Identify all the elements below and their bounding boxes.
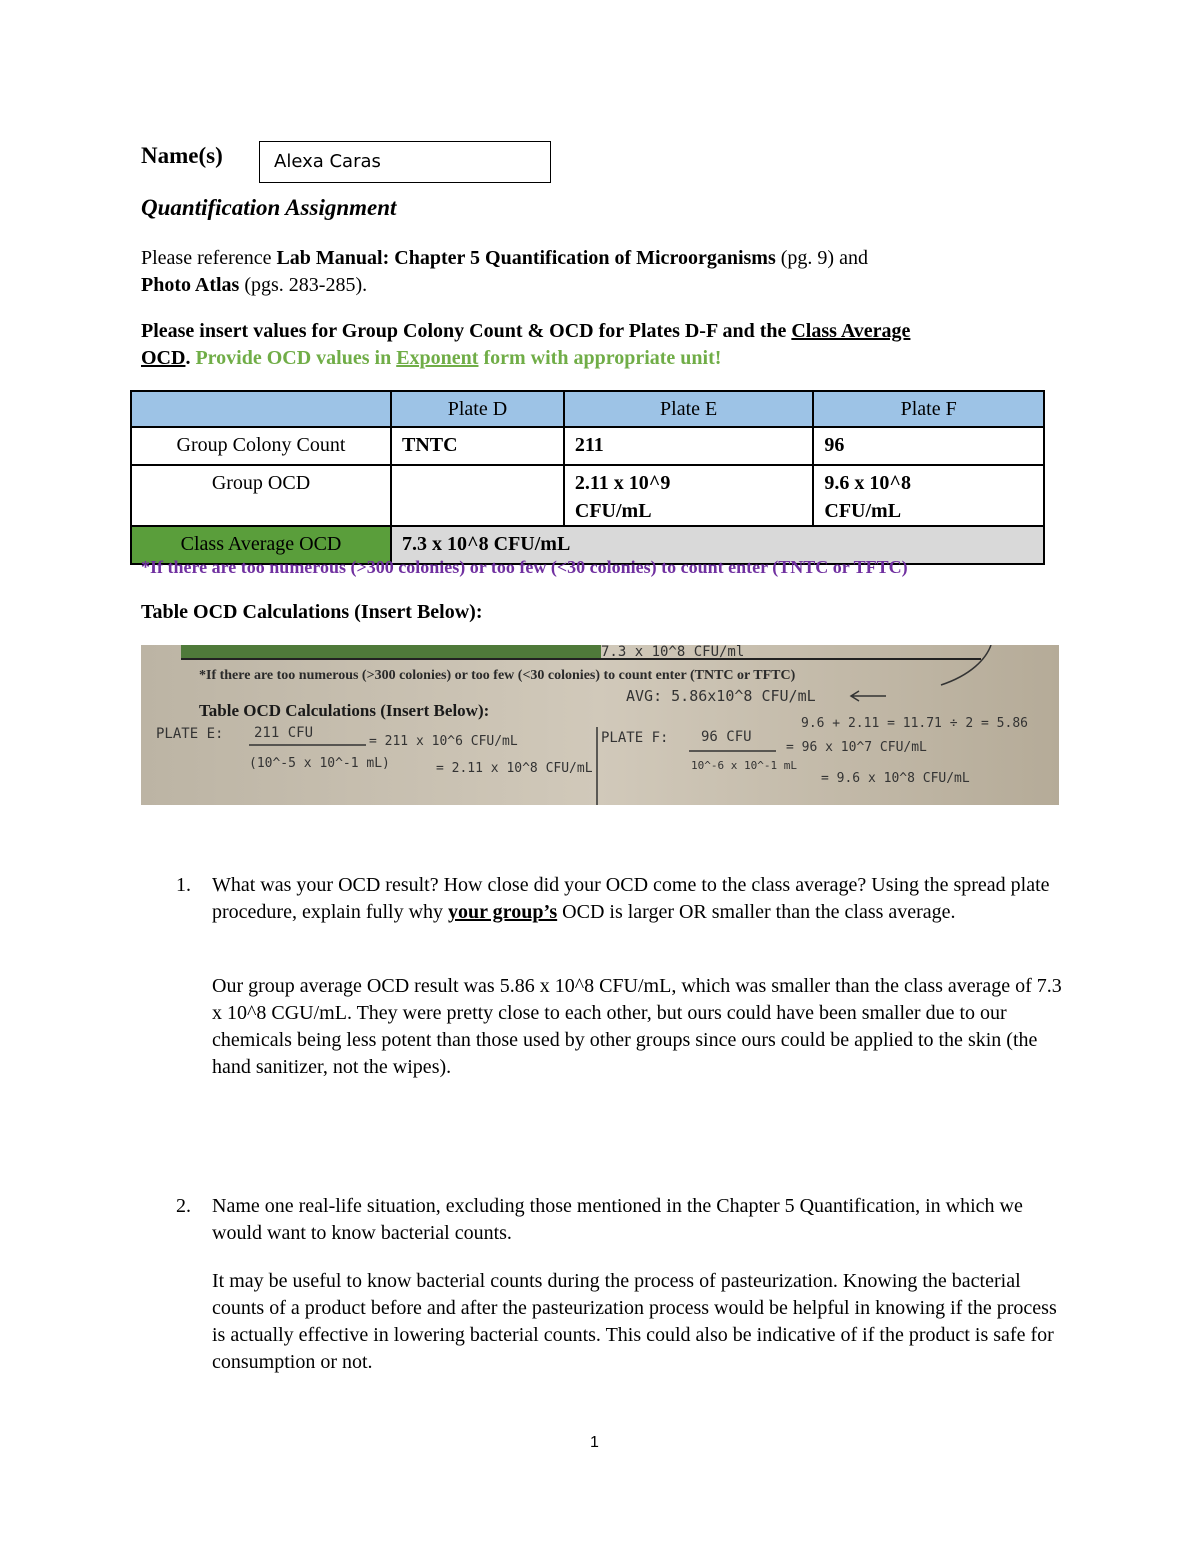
question-2 bbox=[176, 1193, 1066, 1247]
table-note: *If there are too numerous (>300 colonies) or too few (<30 colonies) to count enter (TNTC or TFTC) bbox=[141, 557, 908, 577]
table-row bbox=[131, 465, 1044, 526]
calculations-heading: Table OCD Calculations (Insert Below): bbox=[141, 601, 483, 623]
row-label-group-ocd: Group OCD bbox=[131, 465, 391, 526]
reference-paragraph: Please reference Lab Manual: Chapter 5 Quantification of Microorganisms (pg. 9) and Photo Atlas (pgs. 283-285). bbox=[141, 247, 868, 296]
question-number: 2. bbox=[176, 1195, 191, 1217]
name-label: Name(s) bbox=[141, 143, 223, 168]
cell-plate-d-count[interactable]: TNTC bbox=[391, 427, 564, 465]
row-label-class-average: Class Average OCD bbox=[131, 526, 391, 564]
question-number: 1. bbox=[176, 874, 191, 896]
photo-plate-e-eq1: = 211 x 10^6 CFU/mL bbox=[369, 734, 518, 749]
photo-plate-e-label: PLATE E: bbox=[156, 726, 224, 742]
photo-note-text: *If there are too numerous (>300 colonies) or too few (<30 colonies) to count enter (TNTC or TFTC) bbox=[199, 668, 796, 683]
photo-plate-f-count: 96 CFU bbox=[701, 729, 752, 745]
photo-plate-e-denom: (10^-5 x 10^-1 mL) bbox=[249, 756, 390, 771]
cell-plate-f-ocd[interactable]: 9.6 x 10^8 CFU/mL bbox=[813, 465, 1044, 526]
cell-plate-e-ocd[interactable]: 2.11 x 10^9 CFU/mL bbox=[564, 465, 814, 526]
photo-plate-e-count: 211 CFU bbox=[254, 725, 314, 741]
question-text: Name one real-life situation, excluding those mentioned in the Chapter 5 Quantification, in which we would want to know bacterial counts. bbox=[212, 1195, 1023, 1244]
question-1 bbox=[176, 872, 1066, 926]
assignment-title: Quantification Assignment bbox=[141, 195, 397, 220]
cell-plate-d-ocd[interactable] bbox=[391, 465, 564, 526]
cell-class-average-ocd[interactable]: 7.3 x 10^8 CFU/mL bbox=[391, 526, 1044, 564]
photo-plate-f-eq1: = 96 x 10^7 CFU/mL bbox=[786, 740, 927, 755]
row-label-colony-count: Group Colony Count bbox=[131, 427, 391, 465]
photo-avg-calc: 9.6 + 2.11 = 11.71 ÷ 2 = 5.86 bbox=[801, 716, 1028, 731]
name-field[interactable]: Alexa Caras bbox=[259, 141, 551, 183]
photo-top-fragment: 7.3 x 10^8 CFU/ml bbox=[601, 645, 745, 660]
photo-heading: Table OCD Calculations (Insert Below): bbox=[199, 701, 490, 720]
table-header-plate-e: Plate E bbox=[564, 391, 814, 427]
photo-plate-f-denom: 10^-6 x 10^-1 mL bbox=[691, 759, 797, 772]
calculations-photo bbox=[141, 645, 1059, 805]
instruction-paragraph: Please insert values for Group Colony Count & OCD for Plates D-F and the Class Average OCD. Provide OCD values in Exponent form with appropriate unit! bbox=[141, 320, 911, 369]
page-number: 1 bbox=[590, 1434, 599, 1451]
photo-plate-e-eq2: = 2.11 x 10^8 CFU/mL bbox=[436, 761, 593, 776]
photo-plate-f-eq2: = 9.6 x 10^8 CFU/mL bbox=[821, 771, 970, 786]
cell-plate-e-count[interactable]: 211 bbox=[564, 427, 814, 465]
photo-avg-text: AVG: 5.86x10^8 CFU/mL bbox=[626, 687, 816, 705]
answer-1[interactable]: Our group average OCD result was 5.86 x 10^8 CFU/mL, which was smaller than the class average of 7.3 x 10^8 CGU/mL. They were pretty close to each other, but ours could have been smaller due to our chemicals being less potent than those used by other groups since ours could be applied to the skin (the hand sanitizer, not the wipes). bbox=[212, 975, 1062, 1078]
table-row bbox=[131, 427, 1044, 465]
table-header-plate-f: Plate F bbox=[813, 391, 1044, 427]
answer-2[interactable]: It may be useful to know bacterial counts during the process of pasteurization. Knowing the bacterial counts of a product before and after the pasteurization process would be helpful in knowing if the process is actually effective in lowering bacterial counts. This could also be indicative of if the product is safe for consumption or not. bbox=[212, 1270, 1057, 1373]
ocd-table bbox=[130, 390, 1045, 565]
table-header-blank bbox=[131, 391, 391, 427]
photo-green-cell bbox=[181, 645, 601, 659]
photo-plate-f-label: PLATE F: bbox=[601, 730, 669, 746]
cell-plate-f-count[interactable]: 96 bbox=[813, 427, 1044, 465]
table-header-plate-d: Plate D bbox=[391, 391, 564, 427]
question-text: What was your OCD result? How close did your OCD come to the class average? Using the spread plate procedure, explain fully why your group’s OCD is larger OR smaller than the class average. bbox=[212, 874, 1050, 923]
table-header-row bbox=[131, 391, 1044, 427]
